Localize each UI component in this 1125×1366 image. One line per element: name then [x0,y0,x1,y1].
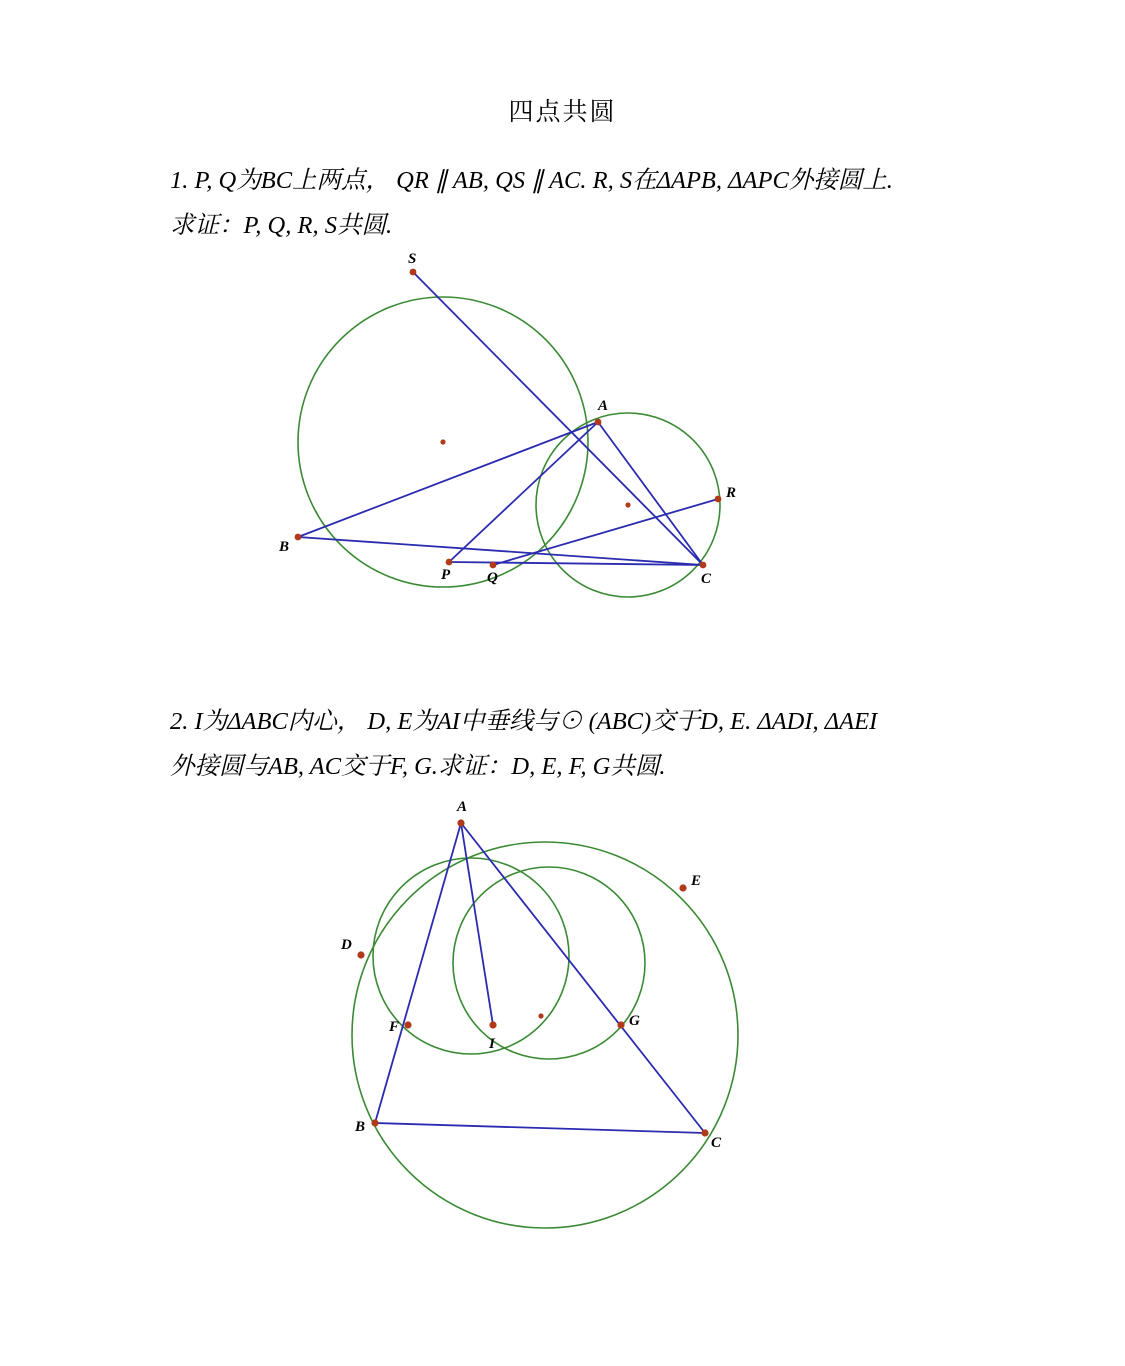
point-Q [489,561,496,568]
label-R: R [725,484,736,501]
label-B: B [278,538,289,555]
point-A [594,418,601,425]
label-F: F [388,1019,399,1036]
figure-2 [340,799,773,1253]
problem-2-text [170,699,955,790]
center-circle-abc [538,1014,543,1019]
problem-2-line-1: 2. I为ΔABC内心， D, E为AI中垂线与⊙ (ABC)交于D, E. ΔADI, ΔAEI [170,707,878,735]
problem-1-line-2: 求证：P, Q, R, S共圆. [170,212,393,240]
problem-2-line-2: 外接圆与AB, AC交于F, G.求证：D, E, F, G共圆. [170,752,666,780]
point-E [679,885,686,892]
problem-1-line-1: 1. P, Q为BC上两点， QR ∥ AB, QS ∥ AC. R, S在ΔAPB, ΔAPC外接圆上. [170,167,893,194]
figure-1-labels [278,251,736,587]
figure-1-container [170,250,955,627]
label-A: A [597,397,608,414]
label-B: B [354,1119,365,1136]
point-G [617,1022,624,1029]
figure-2-points [357,820,708,1137]
point-A [457,820,464,827]
point-S [409,268,416,275]
label-E: E [690,873,701,890]
figure-2-labels [340,799,722,1151]
point-C [699,561,706,568]
point-B [371,1120,378,1127]
point-P [445,558,452,565]
figure-1 [253,250,873,627]
label-P: P [440,566,450,583]
label-I: I [488,1036,495,1053]
point-R [714,495,721,502]
figure-2-container [170,799,955,1253]
center-circle-apc [625,502,630,507]
label-G: G [628,1013,640,1030]
point-D [357,952,364,959]
problem-1-text [170,158,955,249]
label-C: C [710,1135,721,1152]
page-title: 四点共圆 [508,97,617,126]
point-C [701,1130,708,1137]
figure-1-segments [298,272,718,565]
point-B [294,533,301,540]
circle-abc [352,842,738,1228]
label-A: A [456,799,467,816]
label-S: S [407,250,416,267]
label-C: C [700,570,711,587]
center-circle-apb [440,439,445,444]
label-D: D [340,937,352,954]
label-Q: Q [486,569,498,586]
point-F [404,1022,411,1029]
point-I [489,1022,496,1029]
